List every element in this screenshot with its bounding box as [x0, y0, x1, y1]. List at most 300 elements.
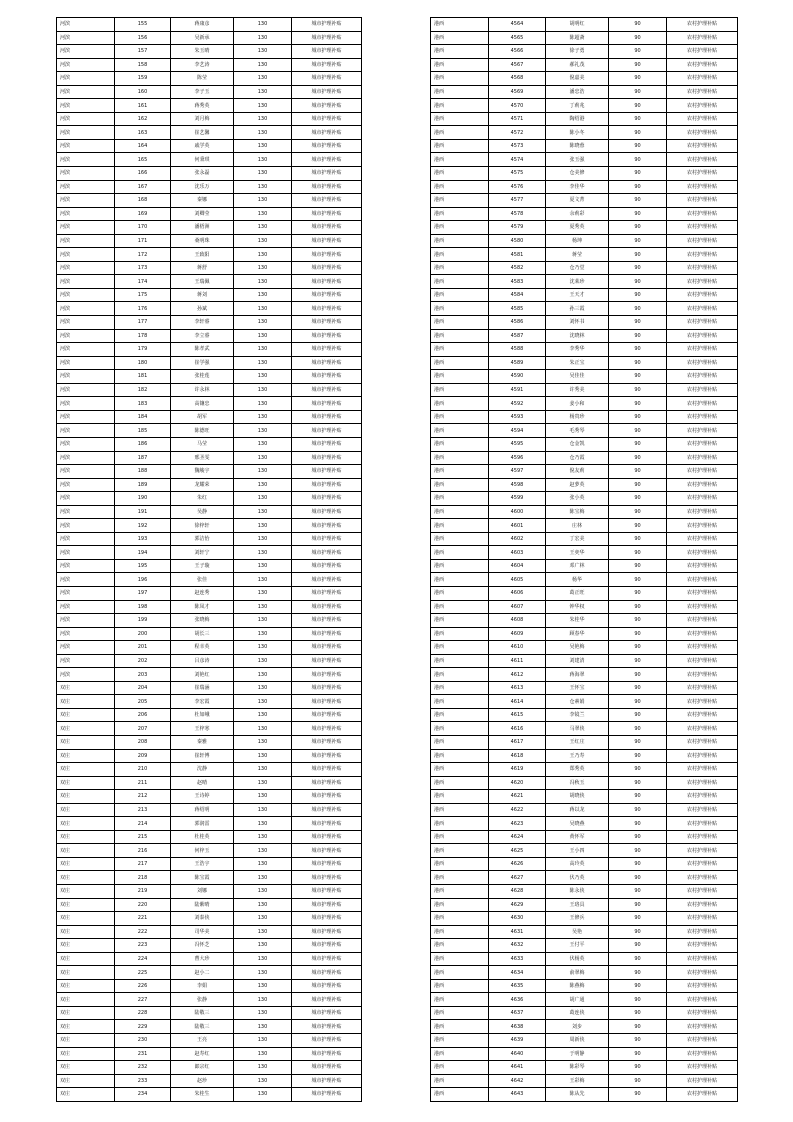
cell-town: 河滨 [57, 519, 115, 533]
cell-subsidy-type: 农村护理补贴 [667, 370, 738, 384]
cell-town: 港西 [431, 1020, 489, 1034]
cell-subsidy-type: 农村护理补贴 [667, 31, 738, 45]
cell-subsidy-type: 城市护理补贴 [292, 681, 362, 695]
cell-amount: 130 [234, 316, 292, 330]
cell-town: 双庄 [57, 708, 115, 722]
cell-town: 港西 [431, 397, 489, 411]
cell-subsidy-type: 城市护理补贴 [292, 668, 362, 682]
cell-amount: 130 [234, 356, 292, 370]
cell-amount: 90 [609, 668, 667, 682]
cell-name: 马翠侠 [546, 722, 609, 736]
cell-town: 港西 [431, 1074, 489, 1088]
cell-amount: 90 [609, 925, 667, 939]
cell-subsidy-type: 城市护理补贴 [292, 1061, 362, 1075]
table-row [431, 18, 738, 32]
cell-town: 双庄 [57, 695, 115, 709]
table-row [57, 559, 362, 573]
cell-name: 葛连侠 [546, 1006, 609, 1020]
cell-serial: 4598 [489, 478, 546, 492]
cell-amount: 130 [234, 1047, 292, 1061]
cell-serial: 4602 [489, 532, 546, 546]
cell-town: 港西 [431, 99, 489, 113]
right-table-body [431, 18, 738, 1102]
cell-subsidy-type: 农村护理补贴 [667, 316, 738, 330]
cell-town: 港西 [431, 492, 489, 506]
table-row [57, 654, 362, 668]
cell-town: 港西 [431, 722, 489, 736]
cell-subsidy-type: 农村护理补贴 [667, 586, 738, 600]
cell-serial: 4596 [489, 451, 546, 465]
cell-amount: 130 [234, 695, 292, 709]
cell-town: 港西 [431, 167, 489, 181]
table-row [431, 817, 738, 831]
table-row [57, 898, 362, 912]
cell-subsidy-type: 城市护理补贴 [292, 1020, 362, 1034]
cell-name: 秦娜 [171, 194, 234, 208]
cell-serial: 233 [115, 1074, 171, 1088]
cell-subsidy-type: 城市护理补贴 [292, 370, 362, 384]
cell-amount: 90 [609, 180, 667, 194]
table-row [57, 316, 362, 330]
cell-subsidy-type: 城市护理补贴 [292, 857, 362, 871]
table-row [57, 194, 362, 208]
cell-subsidy-type: 农村护理补贴 [667, 1088, 738, 1102]
table-row [431, 1074, 738, 1088]
cell-subsidy-type: 城市护理补贴 [292, 979, 362, 993]
cell-name: 陶绍港 [546, 112, 609, 126]
cell-amount: 90 [609, 410, 667, 424]
cell-amount: 130 [234, 722, 292, 736]
table-row [57, 248, 362, 262]
cell-subsidy-type: 城市护理补贴 [292, 45, 362, 59]
cell-town: 港西 [431, 410, 489, 424]
cell-serial: 4629 [489, 898, 546, 912]
cell-subsidy-type: 农村护理补贴 [667, 1061, 738, 1075]
cell-town: 河滨 [57, 153, 115, 167]
cell-name: 朱红 [171, 492, 234, 506]
cell-town: 河滨 [57, 478, 115, 492]
cell-amount: 130 [234, 261, 292, 275]
cell-subsidy-type: 农村护理补贴 [667, 437, 738, 451]
cell-name: 潘梧洲 [171, 221, 234, 235]
table-row [57, 234, 362, 248]
cell-subsidy-type: 农村护理补贴 [667, 681, 738, 695]
cell-town: 港西 [431, 708, 489, 722]
cell-town: 双庄 [57, 857, 115, 871]
cell-town: 双庄 [57, 939, 115, 953]
cell-serial: 4572 [489, 126, 546, 140]
cell-town: 港西 [431, 112, 489, 126]
cell-serial: 234 [115, 1088, 171, 1102]
table-row [431, 85, 738, 99]
cell-name: 吕彦涛 [171, 654, 234, 668]
cell-subsidy-type: 农村护理补贴 [667, 18, 738, 32]
cell-serial: 4626 [489, 857, 546, 871]
cell-subsidy-type: 城市护理补贴 [292, 627, 362, 641]
cell-name: 蒋以龙 [546, 803, 609, 817]
table-row [431, 343, 738, 357]
cell-name: 倪嘉美 [546, 72, 609, 86]
cell-amount: 90 [609, 885, 667, 899]
cell-amount: 90 [609, 194, 667, 208]
table-row [57, 465, 362, 479]
table-row [431, 261, 738, 275]
cell-subsidy-type: 城市护理补贴 [292, 424, 362, 438]
cell-serial: 4593 [489, 410, 546, 424]
cell-serial: 215 [115, 830, 171, 844]
cell-amount: 90 [609, 153, 667, 167]
cell-subsidy-type: 城市护理补贴 [292, 397, 362, 411]
cell-subsidy-type: 城市护理补贴 [292, 830, 362, 844]
cell-town: 港西 [431, 844, 489, 858]
table-row [57, 641, 362, 655]
cell-town: 港西 [431, 763, 489, 777]
cell-serial: 200 [115, 627, 171, 641]
cell-name: 李佳华 [546, 180, 609, 194]
cell-serial: 191 [115, 505, 171, 519]
cell-serial: 227 [115, 993, 171, 1007]
cell-amount: 130 [234, 72, 292, 86]
cell-name: 杨华 [546, 573, 609, 587]
cell-amount: 130 [234, 546, 292, 560]
cell-town: 港西 [431, 952, 489, 966]
cell-serial: 228 [115, 1006, 171, 1020]
cell-amount: 130 [234, 1088, 292, 1102]
cell-town: 河滨 [57, 465, 115, 479]
cell-amount: 90 [609, 695, 667, 709]
cell-name: 崔学强 [171, 356, 234, 370]
cell-name: 刘艳红 [171, 668, 234, 682]
cell-town: 河滨 [57, 329, 115, 343]
cell-town: 港西 [431, 614, 489, 628]
cell-subsidy-type: 城市护理补贴 [292, 302, 362, 316]
cell-name: 于明静 [546, 1047, 609, 1061]
cell-amount: 90 [609, 586, 667, 600]
cell-serial: 4574 [489, 153, 546, 167]
cell-name: 崔轩博 [171, 749, 234, 763]
cell-subsidy-type: 农村护理补贴 [667, 288, 738, 302]
cell-amount: 130 [234, 180, 292, 194]
cell-name: 王乃寿 [546, 749, 609, 763]
cell-subsidy-type: 城市护理补贴 [292, 18, 362, 32]
cell-subsidy-type: 农村护理补贴 [667, 85, 738, 99]
cell-name: 伏杨英 [546, 952, 609, 966]
cell-serial: 199 [115, 614, 171, 628]
cell-amount: 130 [234, 248, 292, 262]
cell-subsidy-type: 农村护理补贴 [667, 180, 738, 194]
cell-serial: 232 [115, 1061, 171, 1075]
cell-town: 港西 [431, 979, 489, 993]
cell-serial: 4592 [489, 397, 546, 411]
cell-amount: 90 [609, 830, 667, 844]
cell-town: 港西 [431, 925, 489, 939]
cell-town: 河滨 [57, 614, 115, 628]
table-row [431, 275, 738, 289]
cell-name: 蒋刘 [171, 288, 234, 302]
cell-town: 港西 [431, 776, 489, 790]
cell-name: 杨贵珍 [546, 410, 609, 424]
cell-serial: 4600 [489, 505, 546, 519]
cell-serial: 4580 [489, 234, 546, 248]
cell-name: 赵连秀 [171, 586, 234, 600]
cell-amount: 90 [609, 356, 667, 370]
cell-amount: 130 [234, 1006, 292, 1020]
cell-subsidy-type: 农村护理补贴 [667, 1034, 738, 1048]
cell-name: 沈乐万 [171, 180, 234, 194]
table-row [57, 85, 362, 99]
table-row [431, 546, 738, 560]
cell-subsidy-type: 农村护理补贴 [667, 275, 738, 289]
cell-name: 潘忠浩 [546, 85, 609, 99]
cell-town: 港西 [431, 275, 489, 289]
table-row [431, 559, 738, 573]
cell-town: 双庄 [57, 803, 115, 817]
table-row [431, 302, 738, 316]
cell-subsidy-type: 城市护理补贴 [292, 993, 362, 1007]
table-row [431, 830, 738, 844]
table-row [57, 356, 362, 370]
table-row [431, 681, 738, 695]
cell-subsidy-type: 城市护理补贴 [292, 871, 362, 885]
cell-name: 张小英 [546, 492, 609, 506]
table-row [57, 329, 362, 343]
cell-subsidy-type: 城市护理补贴 [292, 221, 362, 235]
cell-name: 仓美修 [546, 167, 609, 181]
cell-name: 沈晓林 [546, 329, 609, 343]
cell-town: 港西 [431, 343, 489, 357]
cell-serial: 4571 [489, 112, 546, 126]
cell-amount: 130 [234, 343, 292, 357]
table-row [57, 397, 362, 411]
table-row [57, 532, 362, 546]
cell-serial: 4587 [489, 329, 546, 343]
cell-subsidy-type: 城市护理补贴 [292, 966, 362, 980]
table-row [57, 695, 362, 709]
cell-name: 沈静 [171, 763, 234, 777]
cell-serial: 4616 [489, 722, 546, 736]
cell-amount: 130 [234, 492, 292, 506]
cell-subsidy-type: 农村护理补贴 [667, 397, 738, 411]
table-row [431, 532, 738, 546]
cell-amount: 90 [609, 1047, 667, 1061]
cell-town: 河滨 [57, 248, 115, 262]
cell-amount: 90 [609, 979, 667, 993]
cell-town: 河滨 [57, 451, 115, 465]
table-row [431, 478, 738, 492]
cell-amount: 130 [234, 234, 292, 248]
table-row [57, 546, 362, 560]
cell-serial: 4636 [489, 993, 546, 1007]
cell-name: 胡军 [171, 410, 234, 424]
cell-amount: 90 [609, 573, 667, 587]
cell-name: 郭润雷 [171, 817, 234, 831]
cell-amount: 130 [234, 749, 292, 763]
cell-serial: 172 [115, 248, 171, 262]
cell-amount: 90 [609, 343, 667, 357]
table-row [431, 505, 738, 519]
cell-amount: 90 [609, 803, 667, 817]
cell-amount: 130 [234, 451, 292, 465]
table-row [431, 1020, 738, 1034]
cell-amount: 130 [234, 207, 292, 221]
table-row [57, 139, 362, 153]
table-row [57, 1020, 362, 1034]
cell-town: 港西 [431, 790, 489, 804]
cell-serial: 4633 [489, 952, 546, 966]
cell-name: 黄怀军 [546, 830, 609, 844]
cell-subsidy-type: 农村护理补贴 [667, 790, 738, 804]
cell-serial: 174 [115, 275, 171, 289]
cell-serial: 4577 [489, 194, 546, 208]
cell-subsidy-type: 城市护理补贴 [292, 519, 362, 533]
cell-subsidy-type: 城市护理补贴 [292, 383, 362, 397]
cell-serial: 223 [115, 939, 171, 953]
cell-amount: 130 [234, 763, 292, 777]
cell-subsidy-type: 城市护理补贴 [292, 194, 362, 208]
cell-subsidy-type: 农村护理补贴 [667, 857, 738, 871]
cell-name: 赵珍 [171, 1074, 234, 1088]
cell-subsidy-type: 农村护理补贴 [667, 356, 738, 370]
cell-serial: 4614 [489, 695, 546, 709]
cell-subsidy-type: 城市护理补贴 [292, 451, 362, 465]
cell-amount: 90 [609, 993, 667, 1007]
cell-town: 港西 [431, 261, 489, 275]
cell-town: 双庄 [57, 722, 115, 736]
cell-serial: 4620 [489, 776, 546, 790]
cell-amount: 90 [609, 735, 667, 749]
cell-town: 河滨 [57, 112, 115, 126]
cell-name: 许秀美 [546, 383, 609, 397]
cell-subsidy-type: 城市护理补贴 [292, 559, 362, 573]
cell-amount: 130 [234, 153, 292, 167]
cell-name: 桑明珠 [171, 234, 234, 248]
cell-serial: 189 [115, 478, 171, 492]
cell-amount: 90 [609, 641, 667, 655]
cell-serial: 4623 [489, 817, 546, 831]
cell-subsidy-type: 城市护理补贴 [292, 85, 362, 99]
cell-town: 港西 [431, 221, 489, 235]
cell-amount: 90 [609, 790, 667, 804]
cell-serial: 4627 [489, 871, 546, 885]
table-row [431, 465, 738, 479]
cell-name: 陈从先 [546, 1088, 609, 1102]
cell-serial: 4615 [489, 708, 546, 722]
cell-subsidy-type: 城市护理补贴 [292, 126, 362, 140]
cell-subsidy-type: 农村护理补贴 [667, 153, 738, 167]
cell-name: 杜如峨 [171, 708, 234, 722]
cell-serial: 213 [115, 803, 171, 817]
cell-subsidy-type: 城市护理补贴 [292, 735, 362, 749]
cell-town: 双庄 [57, 979, 115, 993]
cell-serial: 202 [115, 654, 171, 668]
cell-serial: 4604 [489, 559, 546, 573]
cell-subsidy-type: 城市护理补贴 [292, 139, 362, 153]
cell-town: 河滨 [57, 505, 115, 519]
cell-name: 刘轩宁 [171, 546, 234, 560]
cell-serial: 4586 [489, 316, 546, 330]
cell-subsidy-type: 农村护理补贴 [667, 532, 738, 546]
cell-serial: 4624 [489, 830, 546, 844]
cell-subsidy-type: 城市护理补贴 [292, 749, 362, 763]
table-row [431, 1047, 738, 1061]
table-row [57, 722, 362, 736]
cell-serial: 204 [115, 681, 171, 695]
cell-town: 河滨 [57, 207, 115, 221]
cell-name: 丁莉兆 [546, 99, 609, 113]
cell-town: 港西 [431, 356, 489, 370]
cell-name: 何梓玉 [171, 844, 234, 858]
table-row [57, 72, 362, 86]
cell-name: 魏峻宇 [171, 465, 234, 479]
table-row [57, 939, 362, 953]
cell-name: 戚学英 [171, 139, 234, 153]
cell-subsidy-type: 农村护理补贴 [667, 695, 738, 709]
cell-subsidy-type: 农村护理补贴 [667, 939, 738, 953]
table-row [431, 112, 738, 126]
cell-serial: 230 [115, 1034, 171, 1048]
table-row [431, 857, 738, 871]
cell-amount: 130 [234, 1074, 292, 1088]
cell-serial: 164 [115, 139, 171, 153]
cell-amount: 90 [609, 99, 667, 113]
cell-name: 赵萝英 [546, 478, 609, 492]
cell-subsidy-type: 城市护理补贴 [292, 763, 362, 777]
cell-serial: 173 [115, 261, 171, 275]
table-row [431, 248, 738, 262]
cell-town: 港西 [431, 248, 489, 262]
cell-amount: 130 [234, 817, 292, 831]
cell-subsidy-type: 城市护理补贴 [292, 708, 362, 722]
cell-amount: 130 [234, 885, 292, 899]
cell-name: 崔瑞涵 [171, 681, 234, 695]
cell-town: 河滨 [57, 261, 115, 275]
table-row [431, 1061, 738, 1075]
cell-subsidy-type: 农村护理补贴 [667, 478, 738, 492]
table-row [57, 437, 362, 451]
cell-amount: 90 [609, 546, 667, 560]
cell-serial: 4617 [489, 735, 546, 749]
left-subsidy-table [56, 17, 362, 1102]
cell-name: 司华美 [171, 925, 234, 939]
cell-name: 吴艳梅 [546, 641, 609, 655]
cell-town: 港西 [431, 966, 489, 980]
cell-amount: 130 [234, 45, 292, 59]
cell-subsidy-type: 农村护理补贴 [667, 776, 738, 790]
right-subsidy-table [430, 17, 738, 1102]
cell-serial: 198 [115, 600, 171, 614]
table-row [57, 871, 362, 885]
cell-name: 王瑞佩 [171, 275, 234, 289]
cell-subsidy-type: 城市护理补贴 [292, 790, 362, 804]
table-row [431, 288, 738, 302]
cell-town: 港西 [431, 735, 489, 749]
cell-name: 倪友莉 [546, 465, 609, 479]
cell-name: 朱正宝 [546, 356, 609, 370]
cell-town: 港西 [431, 519, 489, 533]
cell-town: 港西 [431, 573, 489, 587]
cell-amount: 90 [609, 627, 667, 641]
cell-subsidy-type: 城市护理补贴 [292, 288, 362, 302]
cell-town: 河滨 [57, 18, 115, 32]
cell-subsidy-type: 城市护理补贴 [292, 234, 362, 248]
cell-serial: 226 [115, 979, 171, 993]
cell-name: 陈超斋 [546, 31, 609, 45]
cell-name: 何秉琪 [171, 153, 234, 167]
cell-name: 王奕华 [546, 546, 609, 560]
cell-serial: 4611 [489, 654, 546, 668]
cell-amount: 130 [234, 735, 292, 749]
cell-serial: 169 [115, 207, 171, 221]
